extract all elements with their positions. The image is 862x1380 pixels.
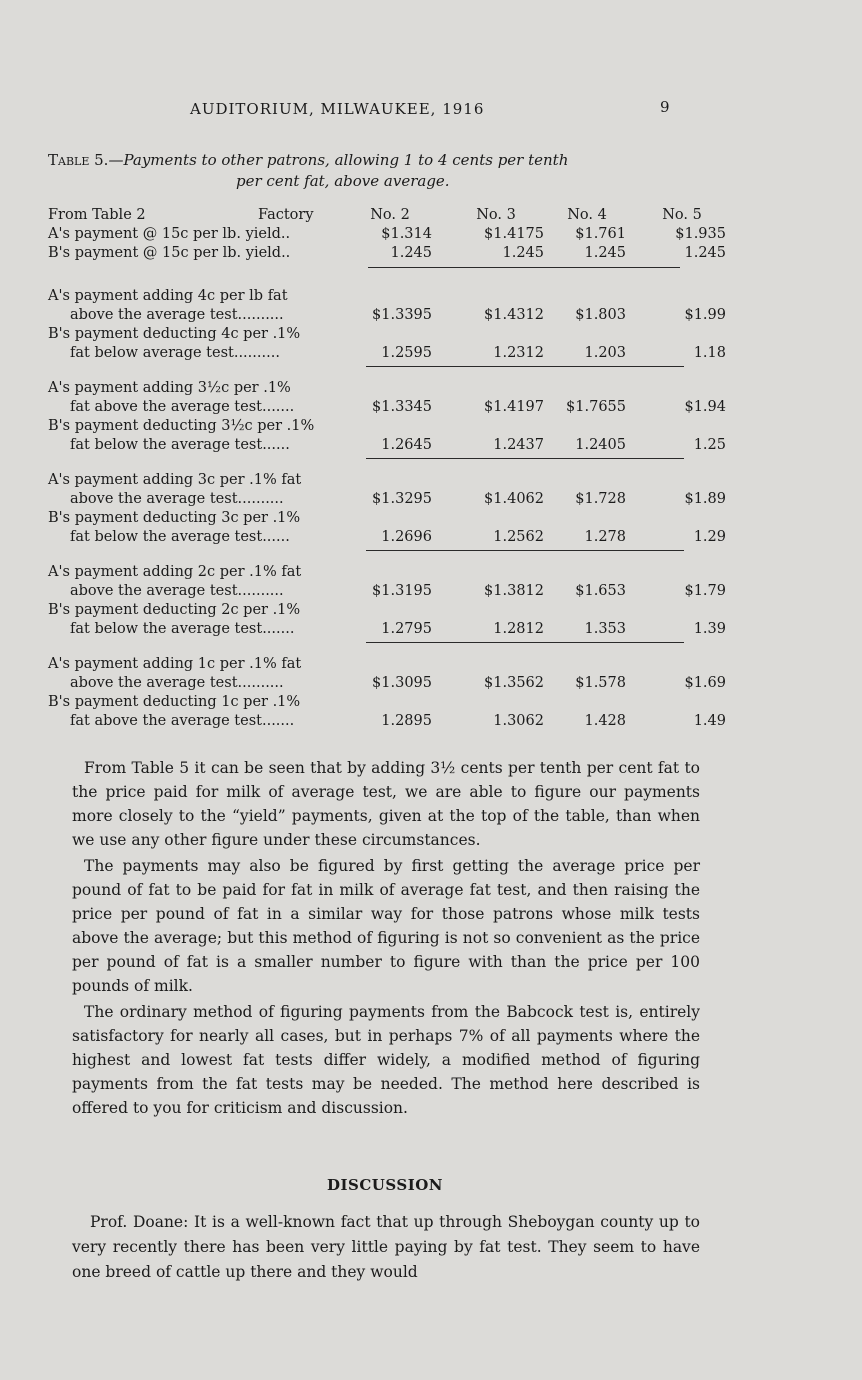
table-cell: 1.3062 bbox=[493, 713, 544, 729]
row-label: above the average test.......... bbox=[70, 675, 284, 691]
table-rule bbox=[366, 642, 684, 643]
table-cell: 1.2645 bbox=[381, 437, 432, 453]
row-label: B's payment deducting 3c per .1% bbox=[48, 510, 301, 526]
table-row bbox=[48, 712, 726, 731]
table-cell: 1.18 bbox=[693, 345, 726, 361]
row-label: above the average test.......... bbox=[70, 583, 284, 599]
table-cell: 1.203 bbox=[584, 345, 626, 361]
row-label: B's payment deducting 4c per .1% bbox=[48, 326, 301, 342]
table-row bbox=[48, 490, 726, 509]
rule-spacer bbox=[48, 547, 688, 563]
table-cell: 1.2795 bbox=[381, 621, 432, 637]
table-row bbox=[48, 417, 688, 436]
table-cell: 1.245 bbox=[502, 245, 544, 261]
table-cell: $1.803 bbox=[575, 307, 626, 323]
table-header-row bbox=[48, 206, 702, 225]
table-cell: 1.2895 bbox=[381, 713, 432, 729]
table-cell: $1.94 bbox=[684, 399, 726, 415]
row-label: above the average test.......... bbox=[70, 307, 284, 323]
table-cell: $1.3195 bbox=[372, 583, 432, 599]
table-caption-line2: per cent fat, above average. bbox=[236, 172, 450, 190]
row-label: B's payment deducting 3½c per .1% bbox=[48, 418, 315, 434]
table-row bbox=[48, 436, 726, 455]
table-cell: $1.3295 bbox=[372, 491, 432, 507]
rule-spacer bbox=[48, 263, 688, 287]
rule-spacer bbox=[48, 731, 688, 747]
payments-table bbox=[48, 206, 726, 747]
row-label: fat above the average test....... bbox=[70, 399, 295, 415]
table-row bbox=[48, 287, 688, 306]
table-cell: $1.728 bbox=[575, 491, 626, 507]
table-cell: 1.2696 bbox=[381, 529, 432, 545]
table-cell: $1.3562 bbox=[484, 675, 544, 691]
page-header bbox=[0, 100, 862, 124]
table-cell: 1.245 bbox=[684, 245, 726, 261]
table-label: Table 5. bbox=[48, 151, 109, 169]
header-sub: Factory bbox=[258, 207, 314, 223]
table-cell: 1.2437 bbox=[493, 437, 544, 453]
table-row bbox=[48, 601, 688, 620]
page-number: 9 bbox=[660, 98, 670, 116]
table-row bbox=[48, 674, 726, 693]
table-row bbox=[48, 225, 726, 244]
table-cell: $1.3395 bbox=[372, 307, 432, 323]
table-cell: $1.69 bbox=[684, 675, 726, 691]
row-label: fat below the average test...... bbox=[70, 529, 290, 545]
paragraph: From Table 5 it can be seen that by adding 3½ cents per tenth per cent fat to the price paid for milk of average test, we are able to figure our payments more closely to the “yield” payments, given at the top of the table, than when we use any other figure under these circumstances. bbox=[72, 759, 700, 849]
table-cell: 1.2562 bbox=[493, 529, 544, 545]
row-label: A's payment adding 1c per .1% fat bbox=[48, 656, 302, 672]
table-caption-line1: —Payments to other patrons, allowing 1 to 4 cents per tenth bbox=[108, 151, 569, 169]
table-cell: $1.935 bbox=[675, 226, 726, 242]
table-row bbox=[48, 398, 726, 417]
table-cell: $1.314 bbox=[381, 226, 432, 242]
table-cell: 1.245 bbox=[390, 245, 432, 261]
table-cell: $1.761 bbox=[575, 226, 626, 242]
table-row bbox=[48, 306, 726, 325]
body-text bbox=[72, 756, 700, 1122]
table-cell: $1.89 bbox=[684, 491, 726, 507]
table-cell: $1.3095 bbox=[372, 675, 432, 691]
table-row bbox=[48, 655, 688, 674]
table-cell: 1.2405 bbox=[575, 437, 626, 453]
table-cell: 1.2595 bbox=[381, 345, 432, 361]
row-label: A's payment adding 3c per .1% fat bbox=[48, 472, 302, 488]
table-cell: $1.79 bbox=[684, 583, 726, 599]
table-cell: 1.25 bbox=[693, 437, 726, 453]
table-row bbox=[48, 693, 688, 712]
row-label: A's payment adding 2c per .1% fat bbox=[48, 564, 302, 580]
table-cell: 1.29 bbox=[693, 529, 726, 545]
running-title: AUDITORIUM, MILWAUKEE, 1916 bbox=[190, 100, 485, 118]
column-header: No. 5 bbox=[662, 207, 702, 223]
row-label: B's payment deducting 2c per .1% bbox=[48, 602, 301, 618]
header-label: From Table 2 bbox=[48, 207, 146, 223]
table-cell: $1.4175 bbox=[484, 226, 544, 242]
table-cell: $1.3345 bbox=[372, 399, 432, 415]
table-cell: $1.653 bbox=[575, 583, 626, 599]
rule-spacer bbox=[48, 455, 688, 471]
table-caption bbox=[48, 150, 688, 192]
row-label: A's payment adding 4c per lb fat bbox=[48, 288, 288, 304]
row-label: A's payment adding 3½c per .1% bbox=[48, 380, 291, 396]
discussion-text bbox=[72, 1210, 700, 1285]
table-cell: 1.2312 bbox=[493, 345, 544, 361]
row-label: B's payment @ 15c per lb. yield.. bbox=[48, 245, 291, 261]
row-label: above the average test.......... bbox=[70, 491, 284, 507]
paragraph: Prof. Doane: It is a well-known fact that up through Sheboygan county up to very recently there has been very little paying by fat test. They seem to have one breed of cattle up there and they would bbox=[72, 1213, 700, 1281]
row-label: fat below average test.......... bbox=[70, 345, 280, 361]
table-rule bbox=[368, 267, 680, 268]
table-row bbox=[48, 471, 688, 490]
table-row bbox=[48, 582, 726, 601]
row-label: B's payment deducting 1c per .1% bbox=[48, 694, 301, 710]
table-cell: 1.428 bbox=[584, 713, 626, 729]
table-cell: 1.353 bbox=[584, 621, 626, 637]
table-row bbox=[48, 244, 726, 263]
table-row bbox=[48, 344, 726, 363]
table-row bbox=[48, 509, 688, 528]
table-rule bbox=[366, 366, 684, 367]
table-cell: $1.578 bbox=[575, 675, 626, 691]
table-row bbox=[48, 528, 726, 547]
table-groups bbox=[48, 287, 726, 747]
row-label: fat above the average test....... bbox=[70, 713, 295, 729]
table-row bbox=[48, 325, 688, 344]
table-cell: $1.4197 bbox=[484, 399, 544, 415]
table-row bbox=[48, 563, 688, 582]
table-cell: $1.4312 bbox=[484, 307, 544, 323]
column-header: No. 3 bbox=[476, 207, 516, 223]
table-cell: 1.49 bbox=[693, 713, 726, 729]
paragraph: The ordinary method of figuring payments from the Babcock test is, entirely satisfactory for nearly all cases, but in perhaps 7% of all payments where the highest and lowest fat tests differ widely, a modified method of figuring payments from the fat tests may be needed. The method here described is offered to you for criticism and discussion. bbox=[72, 1003, 700, 1117]
rule-spacer bbox=[48, 363, 688, 379]
table-cell: 1.39 bbox=[693, 621, 726, 637]
table-cell: 1.2812 bbox=[493, 621, 544, 637]
paragraph: The payments may also be figured by first getting the average price per pound of fat to be paid for fat in milk of average fat test, and then raising the price per pound of fat in a similar way for those patrons whose milk tests above the average; but this method of figuring is not so convenient as the price per pound of fat is a smaller number to figure with than the price per 100 pounds of milk. bbox=[72, 857, 700, 995]
table-rule bbox=[366, 458, 684, 459]
column-header: No. 4 bbox=[567, 207, 607, 223]
table-cell: $1.4062 bbox=[484, 491, 544, 507]
row-label: fat below the average test...... bbox=[70, 437, 290, 453]
section-heading: DISCUSSION bbox=[326, 1176, 443, 1194]
table-cell: $1.99 bbox=[684, 307, 726, 323]
column-header: No. 2 bbox=[370, 207, 410, 223]
table-cell: 1.245 bbox=[584, 245, 626, 261]
rule-spacer bbox=[48, 639, 688, 655]
table-row bbox=[48, 620, 726, 639]
table-cell: $1.7655 bbox=[566, 399, 626, 415]
row-label: A's payment @ 15c per lb. yield.. bbox=[48, 226, 291, 242]
row-label: fat below the average test....... bbox=[70, 621, 295, 637]
table-cell: $1.3812 bbox=[484, 583, 544, 599]
table-row bbox=[48, 379, 688, 398]
table-rule bbox=[366, 550, 684, 551]
table-cell: 1.278 bbox=[584, 529, 626, 545]
